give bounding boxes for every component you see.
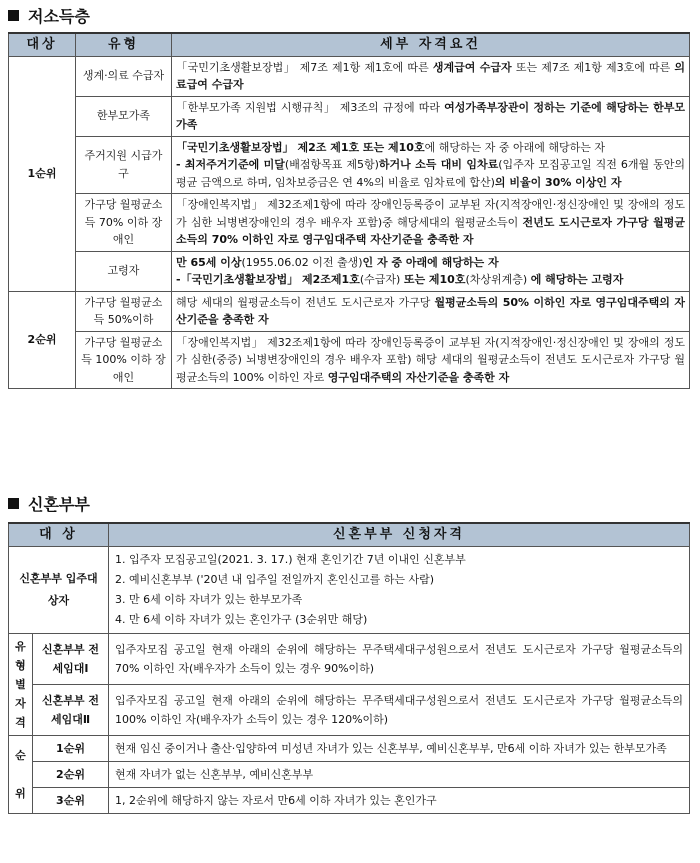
type-group-cell: 유 형 별 자 격	[9, 633, 33, 735]
list-item: 4. 만 6세 이하 자녀가 있는 혼인가구 (3순위만 해당)	[115, 612, 368, 626]
list-item: 2. 예비신혼부부 ('20년 내 입주일 전일까지 혼인신고를 하는 사람)	[115, 572, 435, 586]
table-row	[9, 787, 690, 813]
section-title-text: 신혼부부	[28, 495, 90, 514]
table-row	[9, 633, 690, 684]
table-row	[9, 251, 690, 291]
type-cell: 주거지원 시급가구	[76, 136, 172, 194]
rank-label: 2순위	[33, 761, 109, 787]
rank-label: 3순위	[33, 787, 109, 813]
table-row	[9, 735, 690, 761]
type-label: 신혼부부 전세임대Ⅱ	[33, 684, 109, 735]
header-type: 유형	[76, 33, 172, 56]
square-bullet-icon	[8, 10, 19, 21]
type-cell: 한부모가족	[76, 96, 172, 136]
detail-cell: 「국민기초생활보장법」 제2조 제1호 또는 제10호에 해당하는 자 중 아래에 해당하는 자 - 최저주거기준에 미달(배점항목표 제5항)하거나 소득 대비 임차료(입주자 모집공고일 직전 6개월 동안의 평균 금액으로 하며, 임차보증금은 연 4%의 비율로 임차료에 합산)의 비율이 30% 이상인 자	[172, 136, 690, 194]
section-title-newlyweds	[8, 492, 90, 515]
section-title-low-income	[8, 4, 90, 27]
table-row	[9, 194, 690, 252]
detail-cell: 「한부모가족 지원법 시행규칙」 제3조의 규정에 따라 여성가족부장관이 정하는 기준에 해당하는 한부모가족	[172, 96, 690, 136]
table-row	[9, 136, 690, 194]
type-detail: 입주자모집 공고일 현재 아래의 순위에 해당하는 무주택세대구성원으로서 전년도 도시근로자 가구당 월평균소득의 100% 이하인 자(배우자가 소득이 있는 경우 120%이하)	[109, 684, 690, 735]
rank-cell: 1순위	[9, 56, 76, 291]
type-cell: 가구당 월평균소득 100% 이하 장애인	[76, 331, 172, 389]
list-item: 1. 입주자 모집공고일(2021. 3. 17.) 현재 혼인기간 7년 이내인 신혼부부	[115, 552, 466, 566]
type-cell: 생계·의료 수급자	[76, 56, 172, 96]
square-bullet-icon	[8, 498, 19, 509]
header-detail: 세부 자격요건	[172, 33, 690, 56]
type-cell: 가구당 월평균소득 70% 이하 장애인	[76, 194, 172, 252]
detail-cell: 「장애인복지법」 제32조제1항에 따라 장애인등록증이 교부된 자(지적장애인·정신장애인 및 장애의 정도가 심한 뇌병변장애인의 경우 배우자 포함)중 해당세대의 월평균소득이 전년도 도시근로자 가구당 월평균소득의 70% 이하인 자로 영구임대주택 자산기준을 충족한 자	[172, 194, 690, 252]
list-item: 3. 만 6세 이하 자녀가 있는 한부모가족	[115, 592, 303, 606]
table-row	[9, 291, 690, 331]
target-label: 신혼부부 입주대상자	[9, 546, 109, 633]
detail-cell: 만 65세 이상(1955.06.02 이전 출생)인 자 중 아래에 해당하는 자 -「국민기초생활보장법」 제2조제1호(수급자) 또는 제10호(차상위계층) 에 해당하는 고령자	[172, 251, 690, 291]
detail-cell: 해당 세대의 월평균소득이 전년도 도시근로자 가구당 월평균소득의 50% 이하인 자로 영구임대주택의 자산기준을 충족한 자	[172, 291, 690, 331]
table-row	[9, 56, 690, 96]
newlyweds-table	[8, 522, 690, 814]
rank-cell: 2순위	[9, 291, 76, 389]
detail-cell: 「국민기초생활보장법」 제7조 제1항 제1호에 따른 생계급여 수급자 또는 제7조 제1항 제3호에 따른 의료급여 수급자	[172, 56, 690, 96]
table-row	[9, 331, 690, 389]
table-row	[9, 684, 690, 735]
rank-detail: 현재 임신 중이거나 출산·입양하여 미성년 자녀가 있는 신혼부부, 예비신혼부부, 만6세 이하 자녀가 있는 한부모가족	[109, 735, 690, 761]
header-target: 대 상	[9, 523, 109, 546]
table-header-row	[9, 33, 690, 56]
rank-detail: 1, 2순위에 해당하지 않는 자로서 만6세 이하 자녀가 있는 혼인가구	[109, 787, 690, 813]
table-row	[9, 546, 690, 633]
type-cell: 고령자	[76, 251, 172, 291]
detail-cell: 「장애인복지법」 제32조제1항에 따라 장애인등록증이 교부된 자(지적장애인·정신장애인 및 장애의 정도가 심한(중증) 뇌병변장애인의 경우 배우자 포함) 해당 세대의 월평균소득이 전년도 도시근로자 가구당 월평균소득의 100% 이하인 자로 영구임대주택의 자산기준을 충족한 자	[172, 331, 690, 389]
type-label: 신혼부부 전세임대Ⅰ	[33, 633, 109, 684]
low-income-table	[8, 32, 690, 389]
rank-label: 1순위	[33, 735, 109, 761]
type-detail: 입주자모집 공고일 현재 아래의 순위에 해당하는 무주택세대구성원으로서 전년도 도시근로자 가구당 월평균소득의 70% 이하인 자(배우자가 소득이 있는 경우 90%이하)	[109, 633, 690, 684]
table-row	[9, 761, 690, 787]
table-row	[9, 96, 690, 136]
type-cell: 가구당 월평균소득 50%이하	[76, 291, 172, 331]
header-qualification: 신혼부부 신청자격	[109, 523, 690, 546]
rank-group-cell: 순 위	[9, 735, 33, 813]
section-title-text: 저소득층	[28, 7, 90, 26]
header-target: 대상	[9, 33, 76, 56]
rank-detail: 현재 자녀가 없는 신혼부부, 예비신혼부부	[109, 761, 690, 787]
target-items	[109, 546, 690, 633]
table-header-row	[9, 523, 690, 546]
